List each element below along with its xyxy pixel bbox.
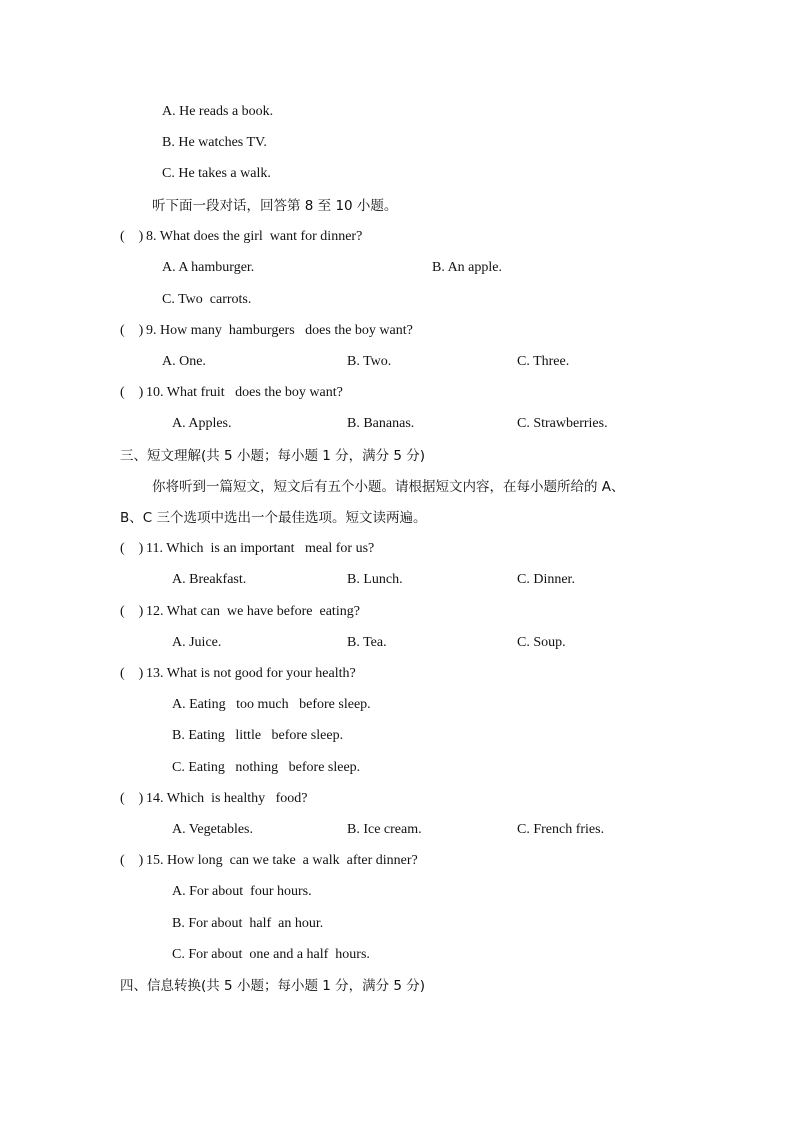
answer-blank[interactable]: ( ) [120, 604, 144, 619]
option-a: A. Apples. [172, 416, 232, 431]
option-a: A. Juice. [172, 635, 222, 650]
section-3-instruction-2: B、C 三个选项中选出一个最佳选项。短文读两遍。 [120, 510, 427, 526]
section-3-heading: 三、短文理解(共 5 小题；每小题 1 分，满分 5 分) [120, 448, 426, 464]
option-b: B. Bananas. [347, 416, 415, 431]
answer-blank[interactable]: ( ) [120, 323, 144, 338]
option-c: C. Strawberries. [517, 416, 608, 431]
question-text: 12. What can we have before eating? [146, 604, 360, 619]
option-c: C. Three. [517, 354, 570, 369]
option-a: A. He reads a book. [162, 104, 274, 119]
question-text: 10. What fruit does the boy want? [146, 385, 343, 400]
question-text: 14. Which is healthy food? [146, 791, 308, 806]
option-c: C. Eating nothing before sleep. [172, 760, 361, 775]
option-b: B. Ice cream. [347, 822, 422, 837]
option-c: C. French fries. [517, 822, 605, 837]
option-c: C. Soup. [517, 635, 566, 650]
option-b: B. Tea. [347, 635, 387, 650]
option-b: B. Eating little before sleep. [172, 728, 344, 743]
question-text: 15. How long can we take a walk after dinner? [146, 853, 418, 868]
section-3-instruction-1: 你将听到一篇短文，短文后有五个小题。请根据短文内容，在每小题所给的 A、 [152, 479, 625, 495]
option-c: C. For about one and a half hours. [172, 947, 370, 962]
question-text: 9. How many hamburgers does the boy want? [146, 323, 413, 338]
option-b: B. For about half an hour. [172, 916, 324, 931]
option-a: A. One. [162, 354, 206, 369]
instruction-8-10: 听下面一段对话，回答第 8 至 10 小题。 [152, 198, 398, 214]
answer-blank[interactable]: ( ) [120, 541, 144, 556]
answer-blank[interactable]: ( ) [120, 385, 144, 400]
option-b: B. Lunch. [347, 572, 403, 587]
option-c: C. Two carrots. [162, 292, 252, 307]
option-a: A. Vegetables. [172, 822, 253, 837]
question-text: 13. What is not good for your health? [146, 666, 356, 681]
answer-blank[interactable]: ( ) [120, 791, 144, 806]
option-a: A. Breakfast. [172, 572, 247, 587]
answer-blank[interactable]: ( ) [120, 229, 144, 244]
option-a: A. For about four hours. [172, 884, 312, 899]
question-text: 8. What does the girl want for dinner? [146, 229, 363, 244]
option-a: A. Eating too much before sleep. [172, 697, 371, 712]
section-4-heading: 四、信息转换(共 5 小题；每小题 1 分，满分 5 分) [120, 978, 426, 994]
answer-blank[interactable]: ( ) [120, 666, 144, 681]
option-b: B. Two. [347, 354, 392, 369]
option-b: B. An apple. [432, 260, 502, 275]
option-c: C. Dinner. [517, 572, 575, 587]
option-b: B. He watches TV. [162, 135, 267, 150]
answer-blank[interactable]: ( ) [120, 853, 144, 868]
question-text: 11. Which is an important meal for us? [146, 541, 375, 556]
option-c: C. He takes a walk. [162, 166, 271, 181]
option-a: A. A hamburger. [162, 260, 255, 275]
